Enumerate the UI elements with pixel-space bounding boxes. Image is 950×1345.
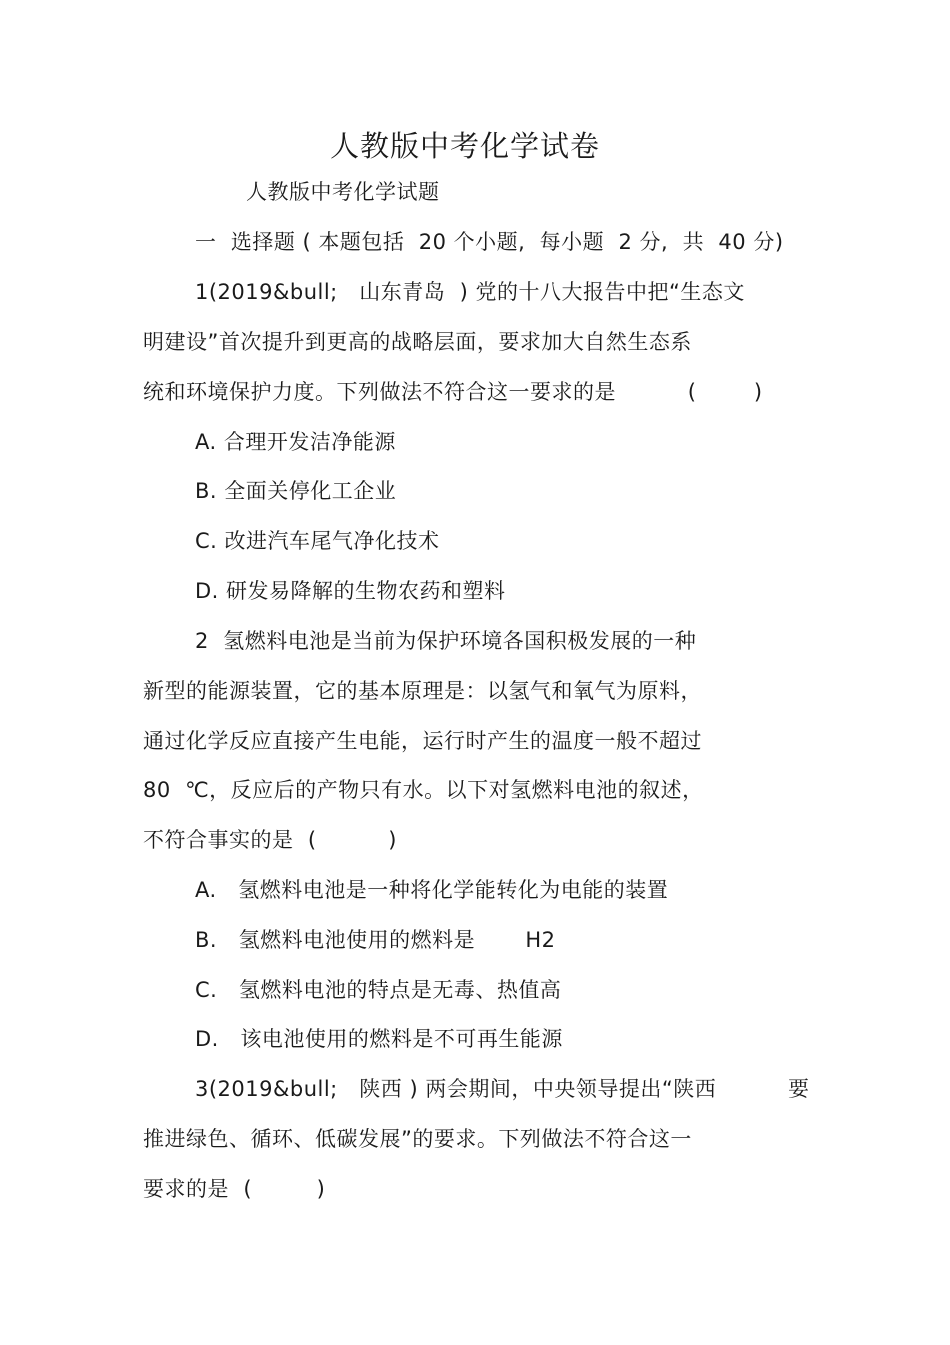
q2-line-2: 新型的能源装置，它的基本原理是：以氢气和氧气为原料，	[143, 679, 702, 703]
q1-line-1: 1(2019&bull; 山东青岛 ) 党的十八大报告中把“生态文	[195, 280, 745, 304]
q1-option-b: B. 全面关停化工企业	[195, 479, 397, 503]
q3-line-1: 3(2019&bull; 陕西 ) 两会期间，中央领导提出“陕西 要	[195, 1077, 810, 1101]
q1-option-d: D. 研发易降解的生物农药和塑料	[195, 579, 506, 603]
q2-line-3: 通过化学反应直接产生电能，运行时产生的温度一般不超过	[143, 729, 702, 753]
q3-line-3: 要求的是 ( )	[143, 1177, 326, 1201]
q2-option-c: C. 氢燃料电池的特点是无毒、热值高	[195, 978, 562, 1002]
q1-option-c: C. 改进汽车尾气净化技术	[195, 529, 440, 553]
q2-option-a: A. 氢燃料电池是一种将化学能转化为电能的装置	[195, 878, 669, 902]
q2-option-d: D. 该电池使用的燃料是不可再生能源	[195, 1027, 563, 1051]
q1-line-2: 明建设”首次提升到更高的战略层面，要求加大自然生态系	[143, 330, 692, 354]
section-heading: 一 选择题 ( 本题包括 20 个小题, 每小题 2 分, 共 40 分)	[195, 230, 784, 254]
q2-option-b: B. 氢燃料电池使用的燃料是 H2	[195, 928, 556, 952]
q2-line-1: 2 氢燃料电池是当前为保护环境各国积极发展的一种	[195, 629, 697, 653]
q1-line-3: 统和环境保护力度。下列做法不符合这一要求的是 ( )	[143, 380, 763, 404]
document-subtitle: 人教版中考化学试题	[246, 180, 440, 204]
q3-line-2: 推进绿色、循环、低碳发展”的要求。下列做法不符合这一	[143, 1127, 692, 1151]
document-title: 人教版中考化学试卷	[329, 129, 600, 163]
q2-line-4: 80 ℃，反应后的产物只有水。以下对氢燃料电池的叙述，	[143, 778, 704, 802]
q2-line-5: 不符合事实的是 ( )	[143, 828, 397, 852]
q1-option-a: A. 合理开发洁净能源	[195, 430, 396, 454]
